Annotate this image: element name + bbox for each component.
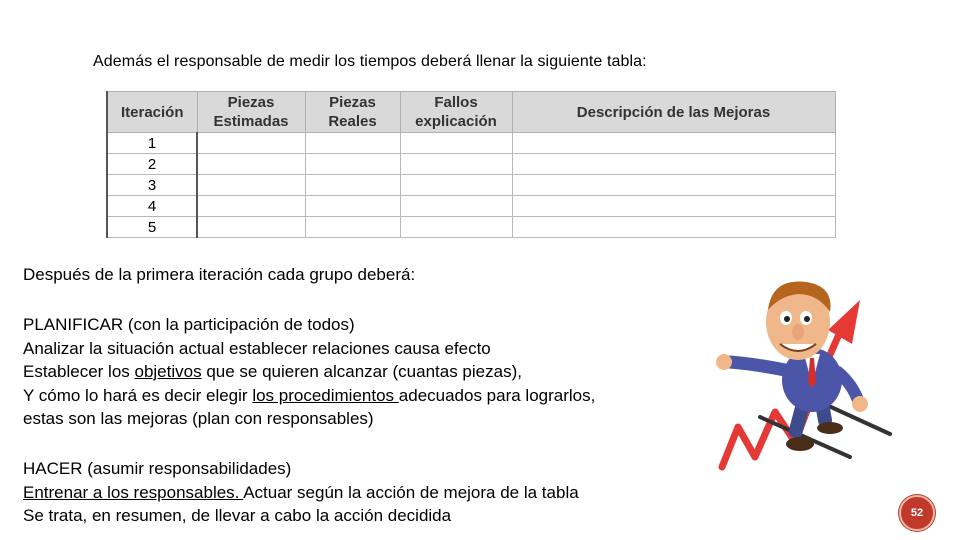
text-span: adecuados para lograrlos, [398, 385, 596, 405]
intro-text: Además el responsable de medir los tiempos deberá llenar la siguiente tabla: [93, 53, 647, 70]
table-row [107, 217, 835, 238]
table-cell [197, 217, 305, 238]
table-cell [400, 133, 512, 154]
planificar-line: estas son las mejoras (plan con responsables) [23, 409, 374, 428]
table-cell [512, 154, 835, 175]
table-cell [305, 133, 400, 154]
header-fallos: Fallos explicación [400, 92, 512, 133]
hacer-block [23, 457, 579, 528]
planificar-subtitle: (con la participación de todos) [123, 315, 355, 334]
hacer-heading [23, 457, 579, 481]
hacer-line: Se trata, en resumen, de llevar a cabo la acción decidida [23, 506, 452, 525]
table-cell [512, 133, 835, 154]
table-cell [305, 175, 400, 196]
table-row [107, 175, 835, 196]
hacer-subtitle: (asumir responsabilidades) [82, 459, 292, 478]
text-span: Y cómo lo hará es decir elegir [23, 385, 253, 405]
table-cell [197, 154, 305, 175]
iteration-number: 3 [107, 175, 197, 196]
table-cell [512, 175, 835, 196]
table-cell [512, 196, 835, 217]
planificar-line: Analizar la situación actual establecer relaciones causa efecto [23, 338, 491, 358]
cartoon-man-arrow-illustration [700, 272, 900, 482]
table-header-row [107, 92, 835, 133]
improvement-table [106, 91, 836, 238]
table-row [107, 154, 835, 175]
iteration-number: 2 [107, 154, 197, 175]
header-piezas-reales: Piezas Reales [305, 92, 400, 133]
iteration-number: 5 [107, 217, 197, 238]
page-number-badge: 52 [899, 495, 935, 531]
planificar-title: PLANIFICAR [23, 315, 124, 334]
table-row [107, 133, 835, 154]
table-cell [197, 133, 305, 154]
procedimientos-underlined: los procedimientos [252, 385, 399, 405]
text-span: Establecer los [23, 362, 135, 381]
iteration-number: 4 [107, 196, 197, 217]
header-piezas-estimadas: Piezas Estimadas [197, 92, 305, 133]
planificar-block [23, 313, 595, 431]
text-span: Actuar según la acción de mejora de la tabla [243, 482, 579, 502]
iteration-number: 1 [107, 133, 197, 154]
header-descripcion: Descripción de las Mejoras [512, 92, 835, 133]
table-cell [305, 154, 400, 175]
hacer-line [23, 481, 579, 505]
table-cell [512, 217, 835, 238]
table-cell [197, 175, 305, 196]
text-span: que se quieren alcanzar (cuantas piezas), [201, 362, 522, 381]
table-cell [400, 196, 512, 217]
after-iteration-text: Después de la primera iteración cada grupo deberá: [23, 265, 416, 284]
planificar-line [23, 384, 595, 408]
header-iteracion: Iteración [107, 92, 197, 133]
hacer-title: HACER [23, 459, 83, 478]
table-cell [400, 175, 512, 196]
table-cell [400, 154, 512, 175]
table-cell [305, 217, 400, 238]
planificar-heading [23, 313, 595, 337]
objetivos-underlined: objetivos [134, 362, 202, 381]
planificar-line [23, 360, 595, 384]
table-cell [197, 196, 305, 217]
table-row [107, 196, 835, 217]
table-cell [305, 196, 400, 217]
entrenar-underlined: Entrenar a los responsables. [23, 482, 244, 502]
table-cell [400, 217, 512, 238]
